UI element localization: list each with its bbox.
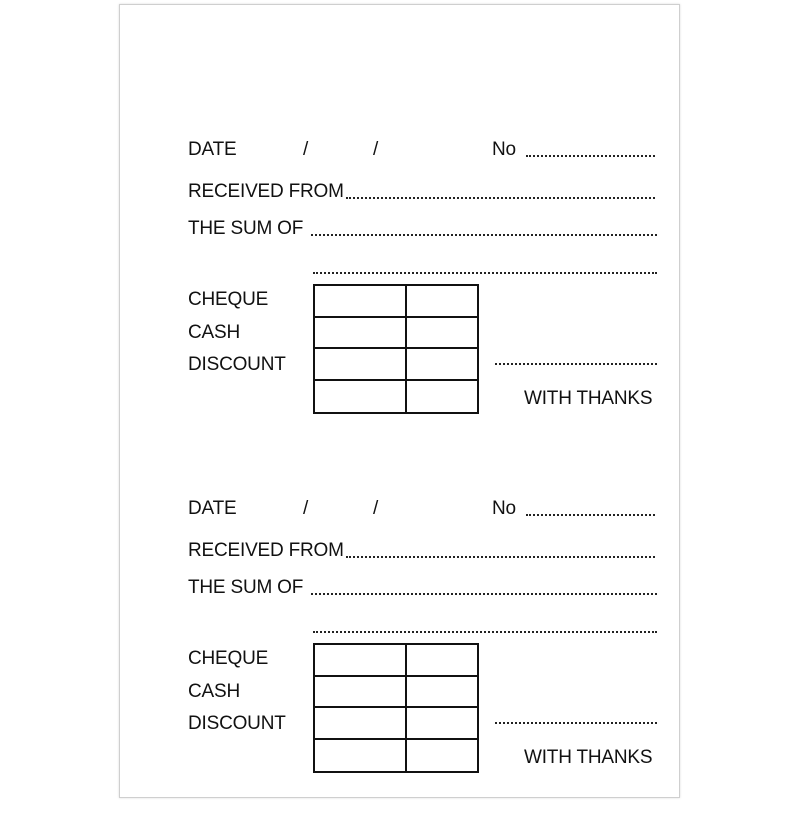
amount-cell[interactable] xyxy=(315,381,407,413)
cheque-label: CHEQUE xyxy=(188,648,269,669)
amount-cell[interactable] xyxy=(407,708,477,740)
date-label: DATE xyxy=(188,139,237,160)
amount-cell[interactable] xyxy=(407,286,477,318)
amount-cell[interactable] xyxy=(315,740,407,772)
cash-label: CASH xyxy=(188,681,240,702)
number-line[interactable] xyxy=(526,155,655,157)
amount-cell[interactable] xyxy=(315,708,407,740)
receipt-2 xyxy=(120,484,679,824)
number-label: No xyxy=(492,498,516,519)
amount-cell[interactable] xyxy=(407,740,477,772)
cheque-label: CHEQUE xyxy=(188,289,269,310)
amount-cell[interactable] xyxy=(315,677,407,709)
date-label: DATE xyxy=(188,498,237,519)
discount-label: DISCOUNT xyxy=(188,713,286,734)
sum-of-line-2[interactable] xyxy=(313,272,657,274)
date-separator-1: / xyxy=(303,139,309,160)
amount-cell[interactable] xyxy=(407,645,477,677)
amount-cell[interactable] xyxy=(315,286,407,318)
date-separator-2: / xyxy=(373,498,379,519)
sum-of-line[interactable] xyxy=(311,593,657,595)
discount-label: DISCOUNT xyxy=(188,354,286,375)
cash-label: CASH xyxy=(188,322,240,343)
amount-cell[interactable] xyxy=(315,349,407,381)
received-from-label: RECEIVED FROM xyxy=(188,181,344,202)
amount-cell[interactable] xyxy=(407,318,477,350)
receipt-1 xyxy=(120,125,679,465)
sum-of-label: THE SUM OF xyxy=(188,218,304,239)
received-from-line[interactable] xyxy=(346,197,655,199)
signature-line[interactable] xyxy=(495,722,657,724)
amount-grid xyxy=(313,284,479,414)
received-from-label: RECEIVED FROM xyxy=(188,540,344,561)
with-thanks-label: WITH THANKS xyxy=(524,388,653,409)
number-line[interactable] xyxy=(526,514,655,516)
amount-cell[interactable] xyxy=(407,349,477,381)
receipt-sheet xyxy=(119,4,680,798)
amount-cell[interactable] xyxy=(315,645,407,677)
signature-line[interactable] xyxy=(495,363,657,365)
with-thanks-label: WITH THANKS xyxy=(524,747,653,768)
sum-of-line[interactable] xyxy=(311,234,657,236)
number-label: No xyxy=(492,139,516,160)
amount-cell[interactable] xyxy=(407,381,477,413)
date-separator-2: / xyxy=(373,139,379,160)
sum-of-label: THE SUM OF xyxy=(188,577,304,598)
amount-cell[interactable] xyxy=(407,677,477,709)
date-separator-1: / xyxy=(303,498,309,519)
amount-grid xyxy=(313,643,479,773)
amount-cell[interactable] xyxy=(315,318,407,350)
sum-of-line-2[interactable] xyxy=(313,631,657,633)
received-from-line[interactable] xyxy=(346,556,655,558)
